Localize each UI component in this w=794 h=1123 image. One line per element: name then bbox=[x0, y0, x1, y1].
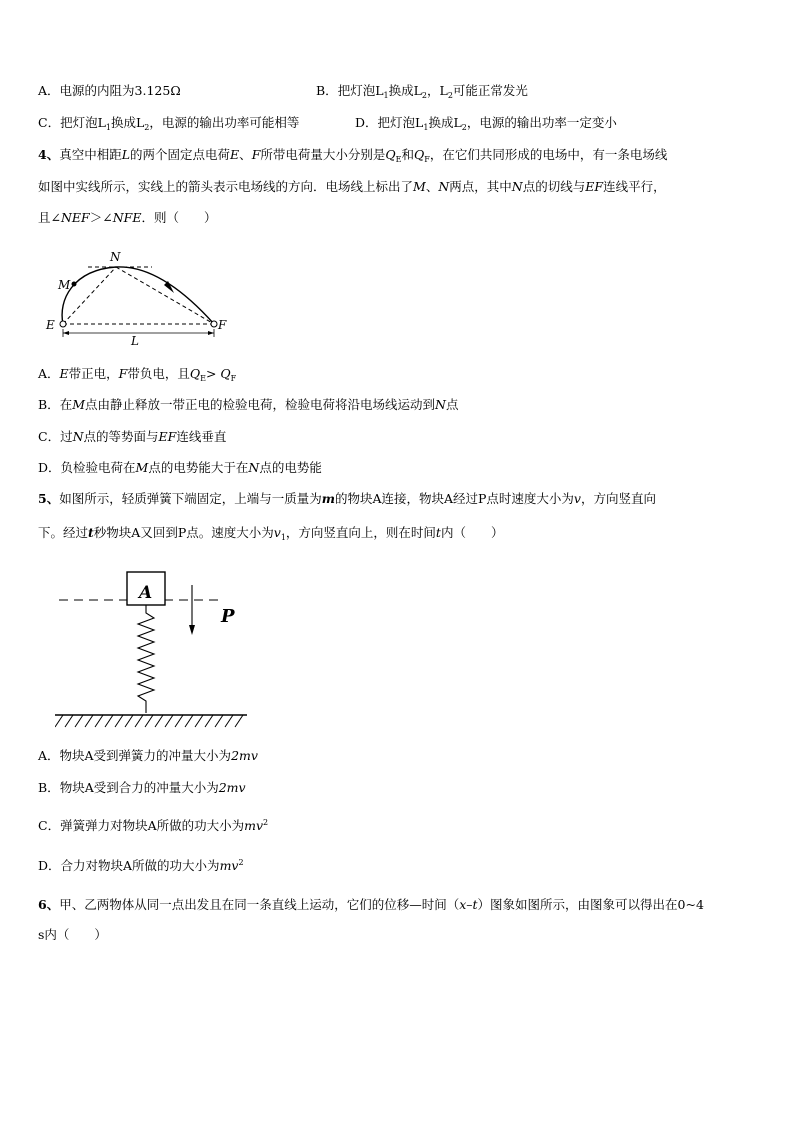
q3-option-d: D．把灯泡$L_1$换成$L_2$，电源的输出功率一定变小 bbox=[355, 115, 617, 132]
electric-field-figure bbox=[38, 245, 238, 350]
q4-option-d: D．负检验电荷在M点的电势能大于在N点的电势能 bbox=[38, 460, 322, 475]
q4-stem-line-1: 4、真空中相距L的两个固定点电荷E、F所带电荷量大小分别是$Q_E$和$Q_F$，在它们共同形成的电场中，有一条电场线 bbox=[38, 147, 668, 164]
label-m: M bbox=[58, 278, 71, 292]
charge-e-point bbox=[60, 321, 66, 327]
q5-option-a: A．物块A受到弹簧力的冲量大小为2mv bbox=[38, 748, 258, 763]
q6-stem-line-2: s内（ ） bbox=[38, 927, 107, 942]
label-l: L bbox=[131, 334, 139, 348]
field-line bbox=[62, 267, 214, 324]
spring-block-figure bbox=[55, 565, 255, 735]
spring bbox=[138, 605, 154, 713]
point-m bbox=[72, 282, 77, 287]
q3-option-a: A．电源的内阻为3.125Ω bbox=[38, 83, 181, 98]
q3-option-c: C．把灯泡$L_1$换成$L_2$，电源的输出功率可能相等 bbox=[38, 115, 300, 132]
q5-stem-line-2: 下。经过t秒物块A又回到P点。速度大小为$v_1$，方向竖直向上，则在时间t内（ ） bbox=[38, 525, 504, 542]
q5-stem-line-1: 5、如图所示，轻质弹簧下端固定，上端与一质量为m的物块A连接，物块A经过P点时速度大小为v，方向竖直向 bbox=[38, 491, 656, 506]
q5-option-d: D．合力对物块A所做的功大小为$mv^2$ bbox=[38, 858, 244, 873]
q4-stem-line-3: 且∠NEF＞∠NFE．则（ ） bbox=[38, 210, 217, 225]
charge-f-point bbox=[211, 321, 217, 327]
q4-option-b: B．在M点由静止释放一带正电的检验电荷，检验电荷将沿电场线运动到N点 bbox=[38, 397, 459, 412]
label-p: P bbox=[221, 606, 235, 627]
dashed-line-en bbox=[63, 267, 116, 324]
velocity-arrow-icon bbox=[189, 625, 195, 635]
label-a: A bbox=[139, 583, 153, 603]
label-n: N bbox=[110, 250, 121, 264]
dim-arrow-left-icon bbox=[63, 331, 69, 335]
dim-arrow-right-icon bbox=[208, 331, 214, 335]
dashed-line-nf bbox=[116, 267, 214, 324]
q4-stem-line-2: 如图中实线所示，实线上的箭头表示电场线的方向．电场线上标出了M、N两点，其中N点的切线与EF连线平行， bbox=[38, 179, 666, 194]
q5-option-b: B．物块A受到合力的冲量大小为2mv bbox=[38, 780, 246, 795]
q5-option-c: C．弹簧弹力对物块A所做的功大小为$mv^2$ bbox=[38, 818, 269, 833]
q6-stem-line-1: 6、甲、乙两物体从同一点出发且在同一条直线上运动，它们的位移—时间（x–t）图象如图所示，由图象可以得出在0~4 bbox=[38, 897, 704, 912]
q4-option-c: C．过N点的等势面与EF连线垂直 bbox=[38, 429, 227, 444]
label-f: F bbox=[218, 318, 227, 332]
q3-option-b: B．把灯泡$L_1$换成$L_2$，$L_2$可能正常发光 bbox=[316, 83, 528, 100]
q4-option-a: A．E带正电，F带负电，且$Q_E> Q_F$ bbox=[38, 366, 237, 383]
label-e: E bbox=[46, 318, 55, 332]
ground-hatching bbox=[55, 715, 243, 727]
